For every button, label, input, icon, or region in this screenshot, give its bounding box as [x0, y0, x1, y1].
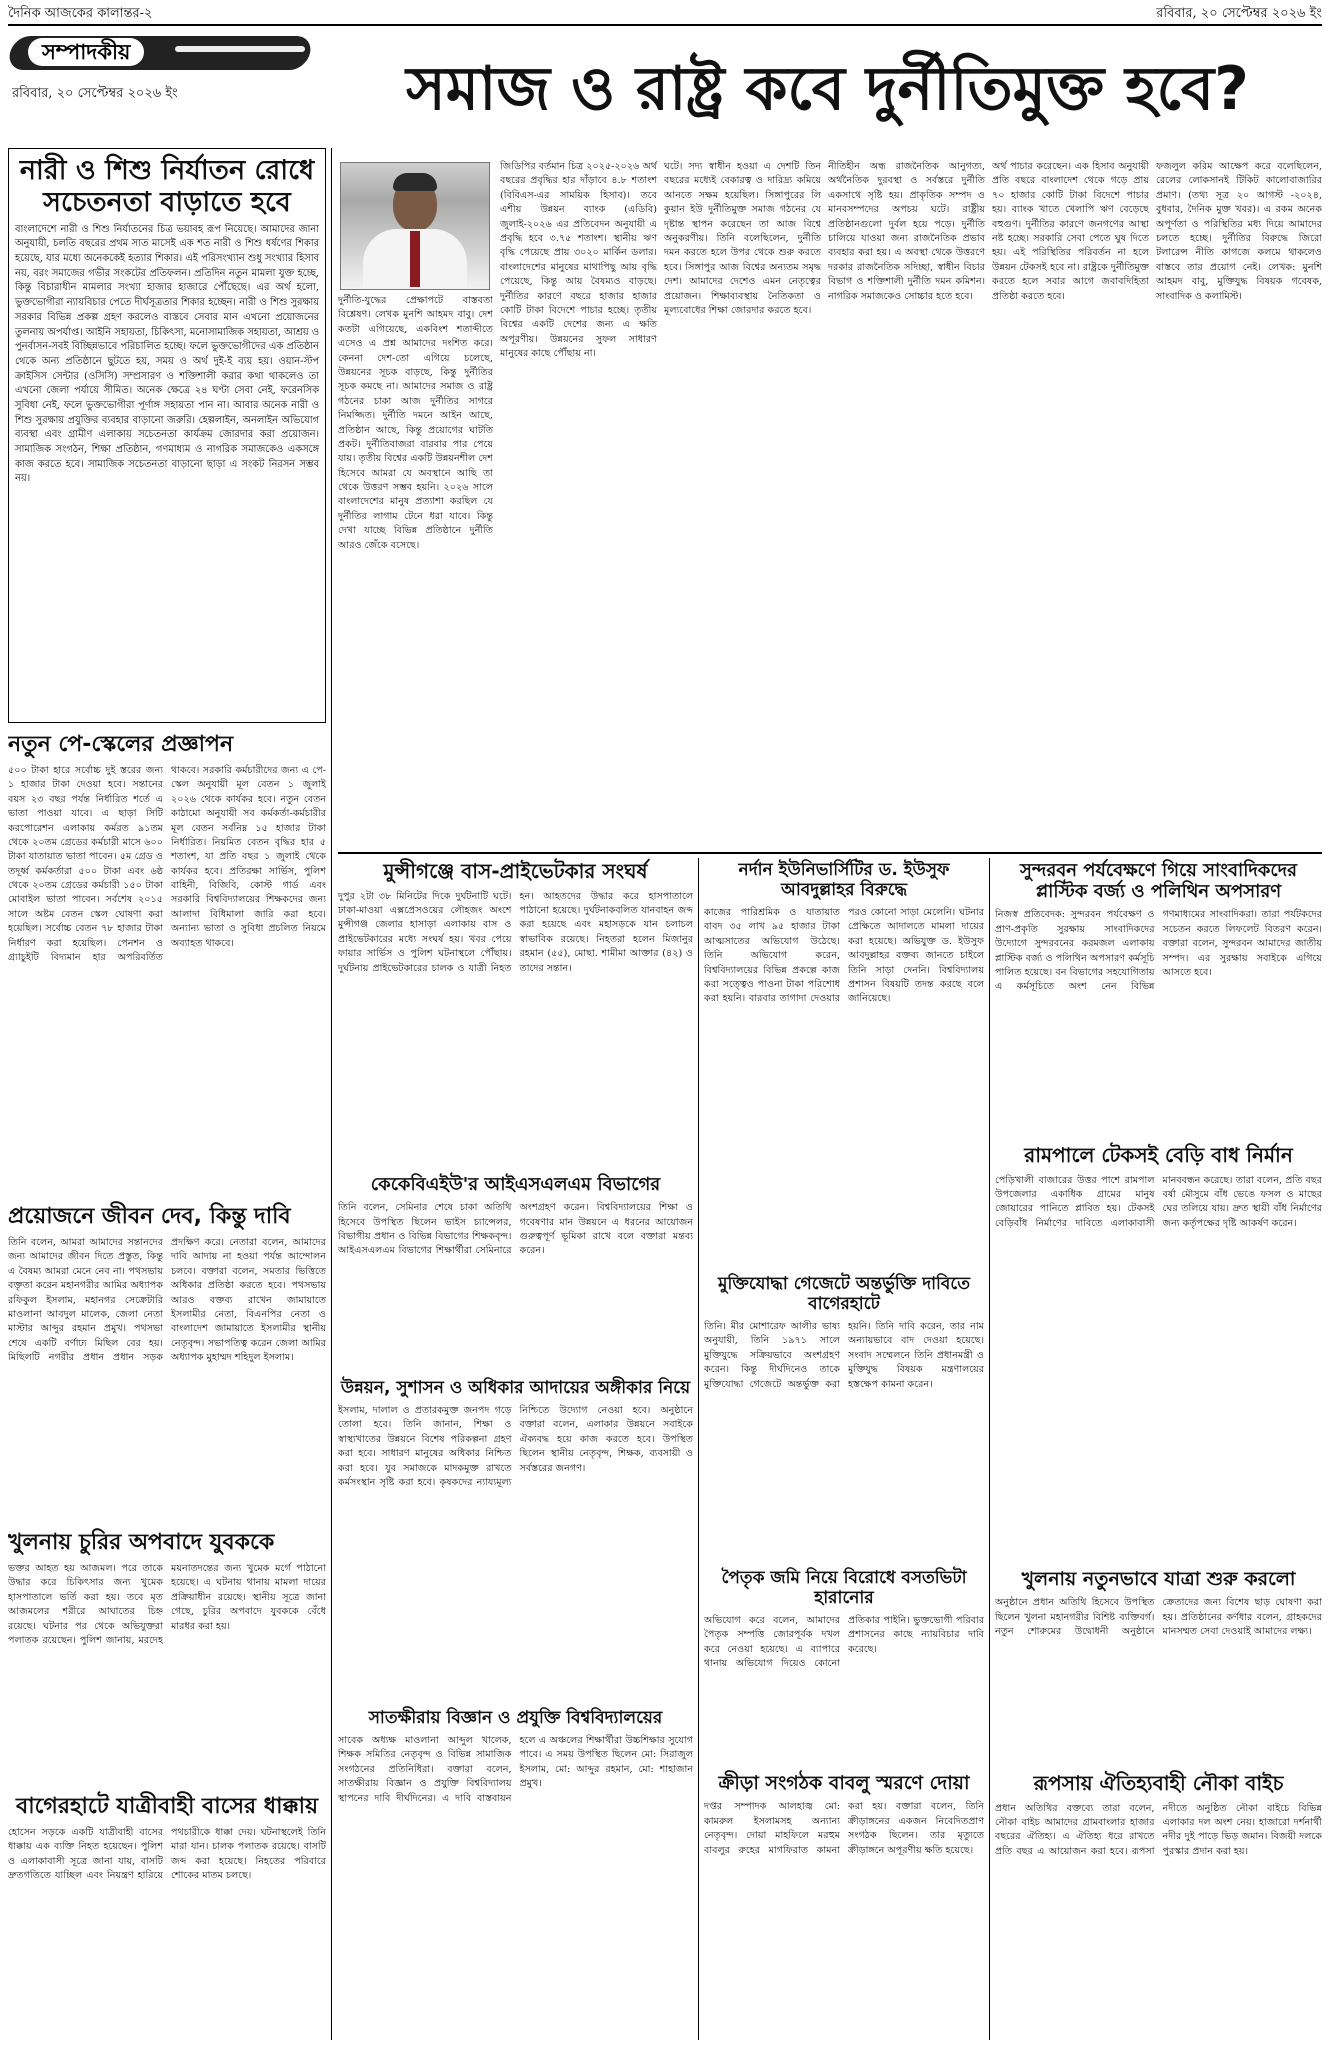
northern-university-title: নর্দান ইউনিভার্সিটির ড. ইউসুফ আবদুল্লাহর বিরুদ্ধে	[738, 860, 950, 901]
theft-article	[8, 1526, 326, 1786]
land-dispute-article	[704, 1566, 984, 1766]
author-photo	[340, 162, 490, 290]
munshiganj-article	[338, 858, 693, 1168]
editorial-body: বাংলাদেশে নারী ও শিশু নির্যাতনের চিত্র ভয়াবহ রূপ নিয়েছে। আমাদের জানা অনুযায়ী, চলতি বছরের প্রথম সাত মাসেই এক শত নারী ও শিশু ধর্ষণের শিকার হয়েছে, যার মধ্যে অনেককেই হত্যার শিকার। এই পরিসংখ্যান শুধু সংখ্যার হিসাব নয়, বরং সমাজের গভীর সংকটের প্রতিফলন। প্রতিদিন নতুন মামলা যুক্ত হচ্ছে, কিন্তু বিচারাধীন মামলার সংখ্যা হাজার হাজারে পৌঁছেছে। এর অর্থ হলো, ভুক্তভোগীরা ন্যায়বিচার পেতে দীর্ঘসূত্রতার শিকার হচ্ছেন। নারী ও শিশু সুরক্ষায় সরকার বিভিন্ন প্রকল্প গ্রহণ করলেও বাস্তবে সেবার মান এখনো প্রয়োজনের তুলনায় অপর্যাপ্ত। আইনি সহায়তা, চিকিৎসা, মনোসামাজিক সহায়তা, আশ্রয় ও পুনর্বাসন-সবই বিচ্ছিন্নভাবে পরিচালিত হচ্ছে। ফলে ভুক্তভোগীদের এক প্রতিষ্ঠান থেকে অন্য প্রতিষ্ঠানে ছুটতে হয়, সময় ও অর্থ দুই-ই ব্যয় হয়। ওয়ান-স্টপ ক্রাইসিস সেন্টার (ওসিসি) সম্প্রসারণ ও শক্তিশালী করার কথা থাকলেও তা এখনো জেলা পর্যায়ে সীমিত। অনেক ক্ষেত্রে ২৪ ঘণ্টা সেবা নেই, ফরেনসিক সুবিধা নেই, ফলে ভুক্তভোগীরা পূর্ণাঙ্গ সহায়তা পান না। আবার অনেক নারী ও শিশু সুরক্ষায় প্রযুক্তির ব্যবহার বাড়ানো জরুরি। হেল্পলাইন, অনলাইন অভিযোগ ব্যবস্থা এবং গ্রামীণ এলাকায় সচেতনতা কার্যক্রম জোরদার করা প্রয়োজন। সামাজিক সংগঠন, শিক্ষা প্রতিষ্ঠান, গণমাধ্যম ও নাগরিক সমাজকেও একসঙ্গে কাজ করতে হবে। সামাজিক সচেতনতা বাড়ানো ছাড়া এ সংকট নিরসন সম্ভব নয়।	[15, 223, 319, 485]
freedom-fighter-body: তিনি। মীর মোশারেফ আলীর ভাষ্য অনুযায়ী, তিনি ১৯৭১ সালে মুক্তিযুদ্ধে সক্রিয়ভাবে অংশগ্রহণ করেন। কিন্তু দীর্ঘদিনেও তাকে মুক্তিযোদ্ধা গেজেটে অন্তর্ভুক্ত করা হয়নি। তিনি দাবি করেন, তার নাম অন্যায়ভাবে বাদ দেওয়া হয়েছে। সংবাদ সম্মেলনে তিনি প্রধানমন্ত্রী ও মুক্তিযুদ্ধ বিষয়ক মন্ত্রণালয়ের হস্তক্ষেপ কামনা করেন।	[704, 1321, 984, 1390]
main-article-col-2	[500, 160, 657, 850]
sports-organiser-title: ক্রীড়া সংগঠক বাবলু স্মরণে দোয়া	[718, 1772, 970, 1794]
author-hair	[393, 173, 437, 191]
main-headline: সমাজ ও রাষ্ট্র কবে দুর্নীতিমুক্ত হবে?	[406, 54, 1249, 124]
development-title: উন্নয়ন, সুশাসন ও অধিকার আদায়ের অঙ্গীকার নিয়ে	[340, 1378, 691, 1398]
freedom-fighter-title: মুক্তিযোদ্ধা গেজেটে অন্তর্ভুক্তি দাবিতে বাগেরহাটে	[718, 1274, 970, 1315]
munshiganj-title: মুন্সীগঞ্জে বাস-প্রাইভেটকার সংঘর্ষ	[383, 859, 648, 883]
main-article-text-2: জিডিপির বর্তমান চিত্র ২০২৫-২০২৬ অর্থ বছরের প্রবৃদ্ধির হার দাঁড়াবে ৪.৮ শতাংশ (বিবিএস-এর সাময়িক হিসাব)। তবে এশীয় উন্নয়ন ব্যাংক (এডিবি) জুলাই-২০২৬ এর প্রতিবেদন অনুযায়ী এ প্রবৃদ্ধি হবে ৩.৭৫ শতাংশ। স্থানীয় ঋণ বৃদ্ধি পেয়েছে প্রায় ৩০২০ মার্কিন ডলার। বাংলাদেশের মানুষের মাথাপিছু আয় বৃদ্ধি পেয়েছে, কিন্তু আয় বৈষম্যও বাড়ছে। দুর্নীতির কারণে বছরে হাজার হাজার কোটি টাকা বিদেশে পাচার হচ্ছে। তৃতীয় বিশ্বের একটি দেশের জন্য এ ক্ষতি অপূরণীয়। উন্নয়নের সুফল সাধারণ মানুষের কাছে পৌঁছায় না।	[500, 161, 657, 360]
theft-title: খুলনায় চুরির অপবাদে যুবককে	[8, 1530, 275, 1555]
northern-university-article	[704, 858, 984, 1268]
main-article-text-3: ঘটে। সদ্য স্বাধীন হওয়া এ দেশটি তিন বছরের মধ্যেই বেকারত্ব ও দারিদ্র্য কমিয়ে আনতে সক্ষম হয়েছিল। সিঙ্গাপুরের লি কুয়ান ইউ দুর্নীতিমুক্ত সমাজ গঠনের যে দৃষ্টান্ত স্থাপন করেছেন তা আজ বিশ্বে অনুকরণীয়। তিনি বলেছিলেন, দুর্নীতি দমন করতে হলে উপর থেকে শুরু করতে হবে। সিঙ্গাপুর আজ বিশ্বের অন্যতম সমৃদ্ধ দেশ। আমাদের দেশেও এমন নেতৃত্বের প্রয়োজন। শিক্ষাব্যবস্থায় নৈতিকতা ও মূল্যবোধের শিক্ষা জোরদার করতে হবে।	[664, 161, 821, 316]
main-article-col-6	[1156, 160, 1322, 850]
sundarban-article	[995, 858, 1322, 1138]
bus-accident-article	[8, 1790, 326, 2040]
column-divider	[331, 148, 332, 2040]
sports-organiser-article	[704, 1770, 984, 2040]
development-article	[338, 1376, 693, 1702]
main-article-text-5: অর্থ পাচার করেছেন। এক হিসাব অনুযায়ী প্রতি বছরে বাংলাদেশ থেকে গড়ে প্রায় ৭০ হাজার কোটি টাকা বিদেশে পাচার হয়। ব্যাংক খাতে খেলাপি ঋণ বেড়েছে বহুগুণ। দুর্নীতির কারণে জনগণের আস্থা নষ্ট হচ্ছে। সরকারি সেবা পেতে ঘুষ দিতে হয়। এই পরিস্থিতির পরিবর্তন না হলে উন্নয়ন টেকসই হবে না। রাষ্ট্রকে দুর্নীতিমুক্ত করতে হলে সবার আগে জবাবদিহিতা প্রতিষ্ঠা করতে হবে।	[992, 161, 1149, 302]
editorial-title: নারী ও শিশু নির্যাতন রোধে সচেতনতা বাড়াতে হবে	[19, 155, 315, 218]
main-article-col-1	[338, 294, 493, 850]
satkhira-body: সাবেক অধ্যক্ষ মাওলানা আব্দুল খালেক, শিক্ষক সমিতির নেতৃবৃন্দ ও বিভিন্ন সামাজিক সংগঠনের প্রতিনিধিরা। বক্তারা বলেন, সাতক্ষীরায় বিজ্ঞান ও প্রযুক্তি বিশ্ববিদ্যালয় স্থাপনের দাবি দীর্ঘদিনের। এ দাবি বাস্তবায়ন হলে এ অঞ্চলের শিক্ষার্থীরা উচ্চশিক্ষার সুযোগ পাবে। এ সময় উপস্থিত ছিলেন মো: সিরাজুল ইসলাম, মো: আব্দুর রহমান, মো: শাহাজান প্রমুখ।	[338, 1735, 693, 1804]
editorial-logo	[10, 32, 325, 82]
land-dispute-body: অভিযোগ করে বলেন, আমাদের পৈতৃক সম্পত্তি জোরপূর্বক দখল করে নেওয়া হয়েছে। এ ব্যাপারে থানায় অভিযোগ দিয়েও কোনো প্রতিকার পাইনি। ভুক্তভোগী পরিবার প্রশাসনের কাছে ন্যায়বিচার দাবি করেছে।	[704, 1615, 984, 1670]
pay-scale-title: নতুন পে-স্কেলের প্রজ্ঞাপন	[8, 732, 234, 757]
editorial-label: সম্পাদকীয়	[28, 38, 144, 66]
newspaper-page-label: দৈনিক আজকের কালান্তর-২	[8, 5, 153, 21]
column-divider-2	[698, 858, 699, 2040]
editorial-article	[8, 148, 326, 723]
university-seminar-body: তিনি বলেন, সেমিনার শেষে চাকা অতিথি হিসেবে উপস্থিত ছিলেন ভাইস চ্যান্সেলর, বিভাগীয় প্রধান ও বিভিন্ন বিভাগের শিক্ষকবৃন্দ। আইএসএলএম বিভাগের শিক্ষার্থীরা সেমিনারে অংশগ্রহণ করেন। বিশ্ববিদ্যালয়ের শিক্ষা ও গবেষণার মান উন্নয়নে এ ধরনের আয়োজন গুরুত্বপূর্ণ ভূমিকা রাখে বলে বক্তারা মন্তব্য করেন।	[338, 1202, 693, 1257]
land-dispute-title: পৈতৃক জমি নিয়ে বিরোধে বসতভিটা হারানোর	[721, 1568, 967, 1609]
main-article-col-3	[664, 160, 821, 850]
main-article-col-5	[992, 160, 1149, 850]
satkhira-title: সাতক্ষীরায় বিজ্ঞান ও প্রযুক্তি বিশ্ববিদ্যালয়ের	[368, 1708, 663, 1728]
boat-race-body: প্রধান অতিথির বক্তব্যে তারা বলেন, নৌকা বাইচ আমাদের গ্রামবাংলার হাজার বছরের ঐতিহ্য। এ ঐতিহ্য ধরে রাখতে প্রতি বছর এ আয়োজন করা হবে। রূপসা নদীতে অনুষ্ঠিত নৌকা বাইচে বিভিন্ন এলাকার দল অংশ নেয়। হাজারো দর্শনার্থী নদীর দুই পাড়ে ভিড় জমান। বিজয়ী দলকে পুরস্কার প্রদান করা হয়।	[995, 1802, 1322, 1857]
rampal-embankment-body: পেড়িখালী বাজারের উত্তর পাশে রামপাল উপজেলার একাধিক গ্রামের মানুষ জোয়ারের পানিতে প্লাবিত হয়। টেকসই বেড়িবাঁধ নির্মাণের দাবিতে এলাকাবাসী মানববন্ধন করেছে। তারা বলেন, প্রতি বছর বর্ষা মৌসুমে বাঁধ ভেঙে ফসল ও মাছের ঘের তলিয়ে যায়। দ্রুত স্থায়ী বাঁধ নির্মাণের জন্য কর্তৃপক্ষের দৃষ্টি আকর্ষণ করেন।	[995, 1174, 1322, 1229]
protest-body: তিনি বলেন, আমরা আমাদের সন্তানদের জন্য আমাদের জীবন দিতে প্রস্তুত, কিন্তু এ বৈষম্য আমরা মেনে নেব না। পথসভায় বক্তৃতা করেন মহানগরীর আমির অধ্যাপক রফিকুল ইসলাম, মহানগর সেক্রেটারি মাওলানা আবদুল মালেক, জেলা নেতা মাস্টার আব্দুর রহমান প্রমুখ। পথসভা শেষে একটি বর্ণাঢ্য মিছিল বের হয়। মিছিলটি নগরীর প্রধান প্রধান সড়ক প্রদক্ষিণ করে। নেতারা বলেন, আমাদের দাবি আদায় না হওয়া পর্যন্ত আন্দোলন চলবে। বক্তারা বলেন, সমতার ভিত্তিতে অধিকার প্রতিষ্ঠা করতে হবে। পথসভায় আরও বক্তব্য রাখেন জামায়াতে ইসলামীর নেতা, বিএনপির নেতা ও বাংলাদেশ জামায়াতে ইসলামীর স্থানীয় নেতৃবৃন্দ। সভাপতিত্ব করেন জেলা আমির অধ্যাপক মুহাম্মদ শহিদুল ইসলাম।	[8, 1236, 326, 1364]
page-header	[8, 4, 1322, 26]
main-article-text-4: নীতিহীন অন্ধ রাজনৈতিক আনুগত্য, অর্থনৈতিক দুরবস্থা ও সর্বস্তরে দুর্নীতি একসাথে সৃষ্টি হয়। প্রাকৃতিক সম্পদ ও মানবসম্পদের অপচয় ঘটে। রাষ্ট্রীয় প্রতিষ্ঠানগুলো দুর্বল হয়ে পড়ে। দুর্নীতি চালিয়ে যাওয়া জন্য রাজনৈতিক প্রভাব ব্যবহার করা হয়। এ অবস্থা থেকে উত্তরণে দরকার রাজনৈতিক সদিচ্ছা, স্বাধীন বিচার বিভাগ ও শক্তিশালী দুর্নীতি দমন কমিশন। নাগরিক সমাজকেও সোচ্চার হতে হবে।	[828, 161, 985, 302]
protest-article	[8, 1200, 326, 1522]
pay-scale-article	[8, 728, 326, 1196]
khulna-opening-article	[995, 1566, 1322, 1766]
sports-organiser-body: দপ্তর সম্পাদক আলহাজ্ব মো: কামরুল ইসলামসহ অন্যান্য নেতৃবৃন্দ। দোয়া মাহফিলে মরহুম বাবলুর রুহের মাগফিরাত কামনা করা হয়। বক্তারা বলেন, তিনি ক্রীড়াঙ্গনের একজন নিবেদিতপ্রাণ সংগঠক ছিলেন। তার মৃত্যুতে ক্রীড়াঙ্গনে অপূরণীয় ক্ষতি হয়েছে।	[704, 1801, 984, 1856]
khulna-opening-title: খুলনায় নতুনভাবে যাত্রা শুরু করলো	[1021, 1568, 1296, 1590]
munshiganj-body: দুপুর ২টা ৩৮ মিনিটের দিকে দুর্ঘটনাটি ঘটে। ঢাকা-মাওয়া এক্সপ্রেসওয়ের লৌহজং অংশে মুন্সীগঞ্জ জেলার হাসাড়া এলাকায় বাস ও প্রাইভেটকারের মধ্যে সংঘর্ষ হয়। খবর পেয়ে ফায়ার সার্ভিস ও পুলিশ ঘটনাস্থলে পৌঁছায়। দুর্ঘটনায় প্রাইভেটকারের চালক ও যাত্রী নিহত হন। আহতদের উদ্ধার করে হাসপাতালে পাঠানো হয়েছে। দুর্ঘটনাকবলিত যানবাহন জব্দ করা হয়েছে এবং মহাসড়কে যান চলাচল স্বাভাবিক রয়েছে। নিহতরা হলেন মিজানুর রহমান (৫৫), মোছা. শামীমা আক্তার (৪২) ও তাদের সন্তান।	[338, 890, 693, 974]
freedom-fighter-article	[704, 1272, 984, 1562]
sundarban-body: নিজস্ব প্রতিবেদক: সুন্দরবন পর্যবেক্ষণ ও প্রাণ-প্রকৃতি সুরক্ষায় সাংবাদিকদের উদ্যোগে সুন্দরবনের করমজল এলাকায় প্লাস্টিক বর্জ্য ও পলিথিন অপসারণ কর্মসূচি পালিত হয়েছে। বন বিভাগের সহযোগিতায় এ কর্মসূচিতে অংশ নেন বিভিন্ন গণমাধ্যমের সাংবাদিকরা। তারা পর্যটকদের সচেতন করতে লিফলেট বিতরণ করেন। বক্তারা বলেন, সুন্দরবন আমাদের জাতীয় সম্পদ। এর সুরক্ষায় সবাইকে এগিয়ে আসতে হবে।	[995, 909, 1322, 993]
editorial-date: রবিবার, ২০ সেপ্টেম্বর ২০২৬ ইং	[12, 86, 178, 101]
university-seminar-article	[338, 1172, 693, 1372]
main-article-col-4	[828, 160, 985, 850]
sundarban-title: সুন্দরবন পর্যবেক্ষণে গিয়ে সাংবাদিকদের প্লাস্টিক বর্জ্য ও পলিথিন অপসারণ	[1019, 860, 1297, 903]
bus-accident-title: বাগেরহাটে যাত্রীবাহী বাসের ধাক্কায়	[15, 1794, 319, 1819]
university-seminar-title: কেকেবিএইউ'র আইএসএলএম বিভাগের	[370, 1174, 661, 1195]
bus-accident-body: হোসেন সড়কে একটি যাত্রীবাহী বাসের ধাক্কায় এক ব্যক্তি নিহত হয়েছেন। পুলিশ ও এলাকাবাসী সূত্রে জানা যায়, বাসটি দ্রুতগতিতে যাচ্ছিল এবং নিয়ন্ত্রণ হারিয়ে পথচারীকে ধাক্কা দেয়। ঘটনাস্থলেই তিনি মারা যান। চালক পলাতক রয়েছে। বাসটি জব্দ করা হয়েছে। নিহতের পরিবারে শোকের মাতম চলছে।	[8, 1826, 326, 1882]
northern-university-body: কাজের পারিশ্রমিক ও যাতায়াত বাবদ ৩৫ লাখ ৯৫ হাজার টাকা আত্মসাতের অভিযোগ উঠেছে। তিনি অভিযোগ করেন, বিশ্ববিদ্যালয়ের বিভিন্ন প্রকল্পে কাজ করা সত্ত্বেও পাওনা টাকা পরিশোধ করা হয়নি। বারবার তাগাদা দেওয়ার পরও কোনো সাড়া মেলেনি। ঘটনার প্রেক্ষিতে আদালতে মামলা দায়ের করা হয়েছে। অভিযুক্ত ড. ইউসুফ আবদুল্লাহর বক্তব্য জানতে চাইলে তিনি সাড়া দেননি। বিশ্ববিদ্যালয় প্রশাসন বিষয়টি তদন্ত করছে বলে জানিয়েছে।	[704, 907, 984, 1005]
main-article-text-6: ফজলুল করিম আক্ষেপ করে বলেছিলেন, রেলের লোকসানই টিকিট কালোবাজারির প্রমাণ। (তথ্য সূত্র ২০ আগস্ট -২০২৪, বুধবার, দৈনিক মুক্ত খবর)। এ রকম অনেক অপূর্ণতা ও পরিস্থিতির মধ্য দিয়ে আমাদের চলতে হচ্ছে। দুর্নীতির বিরুদ্ধে জিরো টলারেন্স নীতি কাগজে কলমে থাকলেও বাস্তবে তার প্রয়োগ নেই। লেখক: মুনশি আহমদ বাবু, মুক্তিযুদ্ধ বিষয়ক গবেষক, সাংবাদিক ও কলামিস্ট।	[1156, 161, 1322, 302]
boat-race-title: রূপসায় ঐতিহ্যবাহী নৌকা বাইচ	[1033, 1771, 1284, 1795]
boat-race-article	[995, 1770, 1322, 2040]
main-article-text-1: দুর্নীতি-যুদ্ধের প্রেক্ষাপটে বাস্তবতা বিশ্লেষণ। লেখক মুনশি আহমদ বাবু। দেশ কতটা এগিয়েছে, একবিংশ শতাব্দীতে এসেও এ প্রশ্ন আমাদের দংশিত করে। কেননা দেশ-তো এগিয়ে চলেছে, উন্নয়নের সূচক বাড়ছে, কিন্তু দুর্নীতির সূচক কমছে না। আমাদের সমাজ ও রাষ্ট্র গঠনের চাকা আজ দুর্নীতির সাগরে নিমজ্জিত। দুর্নীতি দমনে আইন আছে, প্রতিষ্ঠান আছে, কিন্তু প্রয়োগের ঘাটতি প্রকট। দুর্নীতিবাজরা বারবার পার পেয়ে যায়। তৃতীয় বিশ্বের একটি উন্নয়নশীল দেশ হিসেবে আমরা যে অবস্থানে আছি তা থেকে উত্তরণ সম্ভব হয়নি। ২০২৬ সালে বাংলাদেশের মানুষ প্রত্যাশা করছিল যে দুর্নীতির লাগাম টেনে ধরা যাবে। কিন্তু দেখা যাচ্ছে বিভিন্ন প্রতিষ্ঠানে দুর্নীতি আরও জেঁকে বসেছে।	[338, 295, 493, 551]
pen-nib-icon	[175, 46, 305, 52]
column-divider-3	[989, 858, 990, 2040]
rampal-embankment-title: রামপালে টেকসই বেড়ি বাধ নির্মান	[1024, 1143, 1293, 1167]
author-tie	[410, 231, 420, 287]
section-divider	[338, 852, 1322, 854]
header-date: রবিবার, ২০ সেপ্টেম্বর ২০২৬ ইং	[1156, 5, 1322, 21]
protest-title: প্রয়োজনে জীবন দেব, কিন্তু দাবি	[8, 1204, 291, 1229]
pay-scale-body: ৫০০ টাকা হারে সর্বোচ্চ দুই স্তরের জন্য ১ হাজার টাকা দেওয়া হবে। সন্তানের বয়স ২৩ বছর পর্যন্ত নির্ধারিত শর্তে এ ভাতা পাওয়া যাবে। এ ছাড়া সিটি করপোরেশন এলাকায় কর্মরত ৯১তম থেকে ২০তম গ্রেডের কর্মচারী মাসে ৬০০ টাকা যাতায়াত ভাতা পাবেন। ৫ম গ্রেড ও তদূর্ধ্ব কর্মকর্তারা ৫০০ টাকা এবং ৬ষ্ঠ থেকে ২০তম গ্রেডের কর্মচারী ১৫০ টাকা মোবাইল ভাতা পাবেন। সর্বশেষ ২০১৫ সালে অষ্টম বেতন স্কেল ঘোষণা করা হয়েছিল। সর্বোচ্চ বেতন ৭৮ হাজার টাকা নির্ধারণ করা হয়েছিল। পেনশন ও গ্র্যাচুইটি বিদ্যমান হার অপরিবর্তিত থাকবে। সরকারি কর্মচারীদের জন্য এ পে-স্কেল অনুযায়ী মূল বেতন ১ জুলাই ২০২৬ থেকে কার্যকর হবে। নতুন বেতন কাঠামো অনুযায়ী সব কর্মকর্তা-কর্মচারীর মূল বেতন সর্বনিম্ন ১৫ হাজার টাকা নির্ধারিত। নিয়মিত বেতন বৃদ্ধির হার ৫ শতাংশ, যা প্রতি বছর ১ জুলাই থেকে কার্যকর হবে। প্রতিরক্ষা সার্ভিস, পুলিশ বাহিনী, বিজিবি, কোস্ট গার্ড এবং সরকারি বিশ্ববিদ্যালয়ের শিক্ষকদের জন্য আলাদা বিধিমালা জারি করা হবে। অন্যান্য ভাতা ও সুবিধা প্রচলিত নিয়মে অব্যাহত থাকবে।	[8, 764, 326, 964]
theft-body: ভক্তর আহত হয় আজমল। পরে তাকে উদ্ধার করে চিকিৎসার জন্য খুমেক হাসপাতালে ভর্তি করা হয়। তবে মৃত আজমলের শরীরে আঘাতের চিহ্ন রয়েছে। ঘটনার পর থেকে অভিযুক্তরা পলাতক রয়েছেন। পুলিশ জানায়, মরদেহ ময়নাতদন্তের জন্য খুমেক মর্গে পাঠানো হয়েছে। এ ঘটনায় থানায় মামলা দায়ের প্রক্রিয়াধীন রয়েছে। স্থানীয় সূত্রে জানা গেছে, চুরির অপবাদে যুবককে বেঁধে মারধর করা হয়।	[8, 1562, 326, 1646]
khulna-opening-body: অনুষ্ঠানে প্রধান অতিথি হিসেবে উপস্থিত ছিলেন খুলনা মহানগরীর বিশিষ্ট ব্যক্তিবর্গ। নতুন শোরুমের উদ্বোধনী অনুষ্ঠানে ক্রেতাদের জন্য বিশেষ ছাড় ঘোষণা করা হয়। প্রতিষ্ঠানের কর্ণধার বলেন, গ্রাহকদের মানসম্মত সেবা দেওয়াই আমাদের লক্ষ্য।	[995, 1597, 1322, 1638]
satkhira-article	[338, 1706, 693, 2040]
development-body: ইসলাম, দালাল ও প্রতারকমুক্ত জনপদ গড়ে তোলা হবে। তিনি জানান, শিক্ষা ও স্বাস্থ্যখাতের উন্নয়নে বিশেষ পরিকল্পনা গ্রহণ করা হবে। সাধারণ মানুষের অধিকার নিশ্চিত করা হবে। যুব সমাজকে মাদকমুক্ত রাখতে কর্মসংস্থান সৃষ্টি করা হবে। কৃষকদের ন্যায্যমূল্য নিশ্চিতে উদ্যোগ নেওয়া হবে। অনুষ্ঠানে বক্তারা বলেন, এলাকার উন্নয়নে সবাইকে ঐক্যবদ্ধ হয়ে কাজ করতে হবে। উপস্থিত ছিলেন স্থানীয় নেতৃবৃন্দ, শিক্ষক, ব্যবসায়ী ও সর্বস্তরের জনগণ।	[338, 1405, 693, 1488]
rampal-embankment-article	[995, 1142, 1322, 1562]
